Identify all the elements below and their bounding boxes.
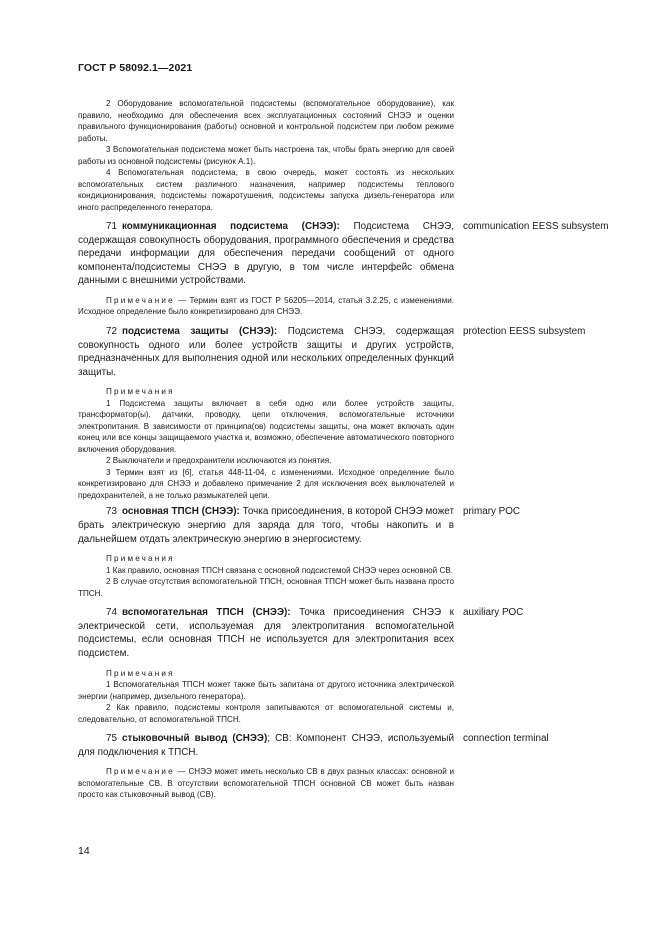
term-name: коммуникационная подсистема (СНЭЭ): [121, 221, 340, 232]
note-title: Примечания [106, 668, 175, 678]
term-definition-text: Точка присоединения, в которой СНЭЭ может брать электрическую энергию для заряда для того, чтобы накопить и в дальнейшем отдать электрическую энергию в энергосистему. [78, 506, 454, 545]
note-paragraph: 2 Выключатели и предохранители исключаются из понятия. [106, 456, 332, 466]
term-definition-text: Подсистема СНЭЭ, содержащая совокупность одного или более устройств защиты и других устройств, предназначенных для выполнения одной или нескольких определенных функций защиты. [78, 325, 454, 378]
term-number: 73 [106, 506, 117, 518]
term-definition-text: Подсистема СНЭЭ, содержащая совокупность оборудования, программного обеспечения и средства передачи информации для обеспечения передачи сообщений от одного компонента/подсистемы СНЭЭ в другую, в том числе интерфейс обмена данными с внешними устройствами. [78, 221, 454, 287]
term-note [78, 295, 454, 318]
term-english: connection terminal [463, 733, 549, 744]
note-text: — Термин взят из ГОСТ Р 56205—2014, статья 3.2.25, с изменениями. Исходное определение было конкретизировано для СНЭЭ. [78, 295, 454, 317]
term-name: основная ТПСН (СНЭЭ): [121, 506, 240, 518]
term-entry-73 [78, 505, 521, 546]
notes-heading [78, 668, 454, 680]
note-paragraph: 1 Вспомогательная ТПСН может также быть запитана от другого источника электрической энергии (например, дизельного генератора). [78, 680, 454, 701]
note-title: Примечание [106, 767, 175, 777]
term-definition [78, 606, 454, 660]
note-paragraph: 3 Вспомогательная подсистема может быть настроена так, чтобы брать энергию для своей работы из основной подсистемы (рисунок А.1). [78, 145, 454, 166]
term-entry-74 [78, 606, 524, 660]
term-english: communication EESS subsystem [463, 221, 609, 232]
term-definition [78, 732, 454, 759]
term-english: primary POC [463, 506, 521, 518]
note-paragraph: 2 В случае отсутствия вспомогательной ТПСН, основная ТПСН может быть названа просто ТПСН. [78, 577, 454, 598]
notes-heading [78, 553, 454, 565]
term-number: 74 [106, 607, 117, 619]
term-definition [78, 220, 454, 288]
term-name: вспомогательная ТПСН (СНЭЭ): [121, 607, 291, 619]
notes-heading [78, 386, 454, 398]
note-paragraph: 1 Подсистема защиты включает в себя одно или более устройств защиты, трансформатор(ы), датчики, проводку, цепи отключения, вспомогательные источники электропитания. В зависимости от принципа(ов) подсистемы защиты, она может включать один конец или все концы защищаемого участка и, возможно, обеспечение автоматического повторного включения оборудования. [78, 398, 454, 454]
note-paragraph: 4 Вспомогательная подсистема, в свою очередь, может состоять из нескольких вспомогательных систем различного назначения, например подсистемы теплового кондиционирования, подсистемы пожаротушения, подсистемы запуска дизель-генератора или иного распределенного генератора. [78, 168, 454, 212]
document-body [78, 98, 609, 801]
term-note [78, 766, 454, 801]
term-english: protection EESS subsystem [463, 325, 586, 337]
intro-notes [78, 98, 454, 213]
term-definition-text: Точка присоединения СНЭЭ к электрической сети, используемая для электропитания вспомогательной подсистемы, если основная ТПСН не используется для электропитания всех подсистем. [78, 607, 454, 659]
term-number: 72 [106, 325, 117, 337]
term-number: 71 [106, 221, 117, 232]
term-entry-72 [78, 325, 586, 379]
note-text: — СНЭЭ может иметь несколько СВ в двух разных классах: основной и вспомогательные СВ. В отсутствии вспомогательной ТПСН основной СВ может быть назван просто как стыковочный вывод (СВ). [78, 767, 454, 800]
term-name: подсистема защиты (СНЭЭ): [121, 325, 278, 337]
term-definition [78, 325, 454, 379]
note-paragraph: 2 Оборудование вспомогательной подсистемы (вспомогательное оборудование), как правило, необходимо для обеспечения всех эксплуатационных состояний СНЭЭ и оценки правильного функционирования (работы) основной и контрольной подсистем при любом режиме работы. [78, 99, 454, 143]
page-number: 14 [78, 845, 90, 857]
term-english: auxiliary POC [463, 607, 524, 619]
note-title: Примечание [106, 295, 175, 305]
term-entry-71 [78, 220, 609, 288]
term-definition [78, 505, 454, 546]
note-title: Примечания [106, 387, 175, 397]
note-paragraph: 2 Как правило, подсистемы контроля запитываются от вспомогательной системы и, следовательно, от вспомогательной ТПСН. [78, 703, 454, 724]
note-paragraph: 3 Термин взят из [6], статья 448-11-04, с изменениями. Исходное определение было конкретизировано для СНЭЭ и добавлено примечание 2 для исключения всех выключателей и предохранителей, а не только размыкателей цепи. [78, 467, 454, 500]
term-name: стыковочный вывод (СНЭЭ) [121, 733, 268, 744]
term-entry-75 [78, 732, 549, 759]
term-definition-text: ; СВ: Компонент СНЭЭ, используемый для подключения к ТПСН. [78, 733, 455, 758]
term-number: 75 [106, 733, 117, 744]
note-paragraph: 1 Как правило, основная ТПСН связана с основной подсистемой СНЭЭ через основной СВ. [106, 565, 453, 575]
document-id: ГОСТ Р 58092.1—2021 [78, 62, 193, 74]
note-title: Примечания [106, 554, 175, 564]
